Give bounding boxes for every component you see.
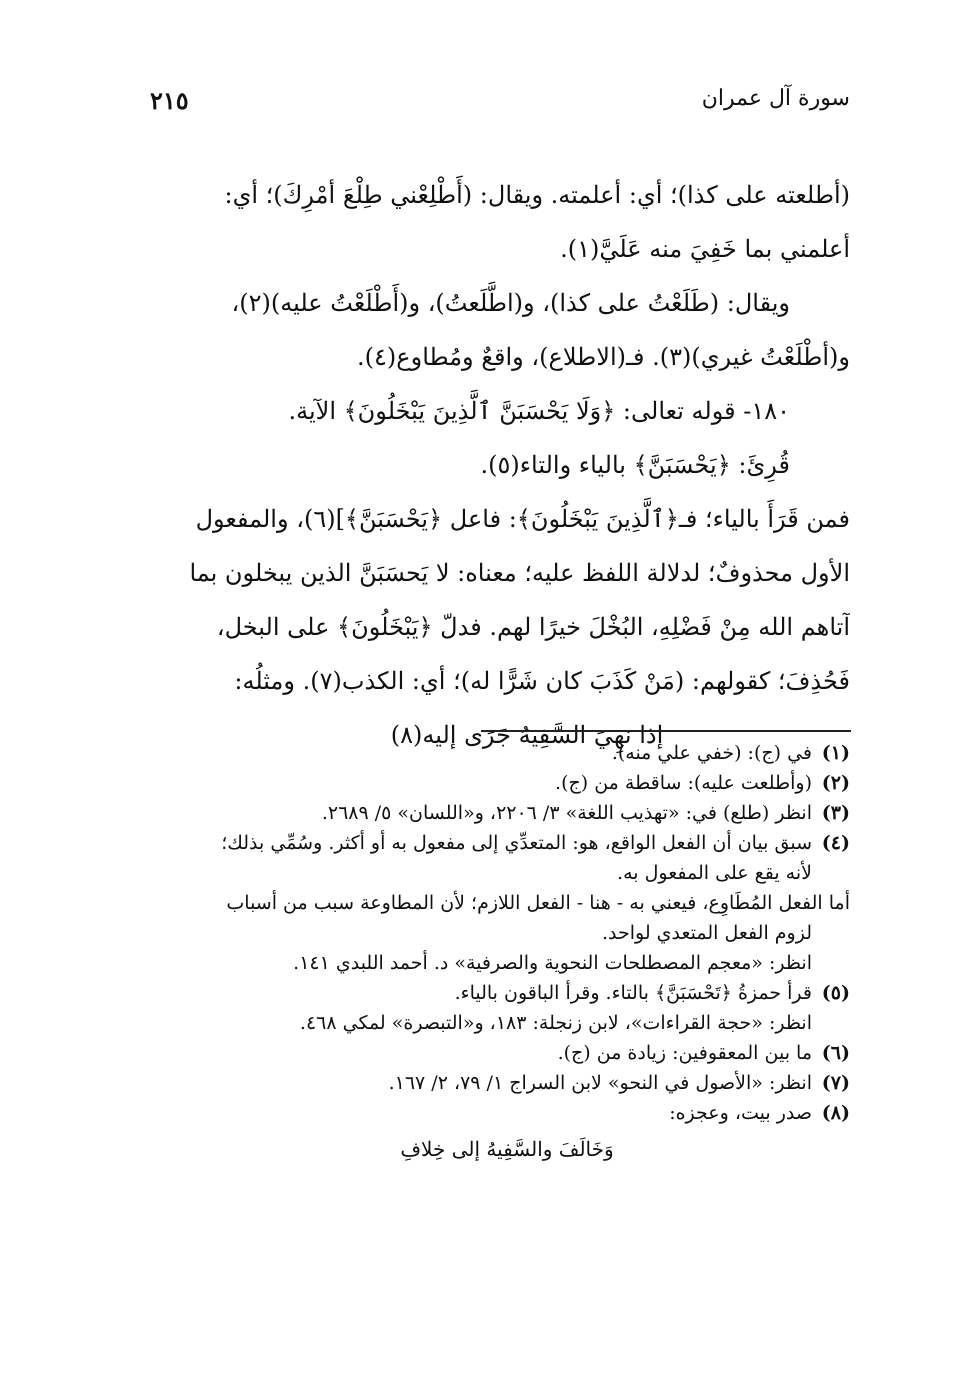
footnote: [124, 768, 850, 798]
footnotes: [124, 738, 850, 1164]
footnote-continuation: لزوم الفعل المتعدي لواحد.: [601, 922, 812, 944]
footnote-text: ما بين المعقوفين: زيادة من (ج).: [557, 1042, 812, 1064]
footnote-continuation: انظر: «حجة القراءات»، لابن زنجلة: ١٨٣، و«التبصرة» لمكي ٤٦٨.: [299, 1012, 812, 1034]
footnote-continuation: أما الفعل المُطَاوِع، فيعني به - هنا - الفعل اللازم؛ لأن المطاوعة سبب من أسباب: [226, 892, 850, 914]
footnote-continuation: انظر: «معجم المصطلحات النحوية والصرفية» د. أحمد اللبدي ١٤١.: [293, 952, 812, 974]
body-line: قُرِئَ: ﴿يَحْسَبَنَّ﴾ بالياء والتاء(٥).: [480, 451, 790, 479]
footnote-text: صدر بيت، وعجزه:: [669, 1102, 812, 1124]
verse-heading: ١٨٠- قوله تعالى: ﴿وَلَا يَحْسَبَنَّ ٱلَّذِينَ يَبْخَلُونَ﴾ الآية.: [288, 397, 790, 425]
body-line: ويقال: (طَلَعْتُ على كذا)، و(اطَّلَعتُ)، و(أَطْلَعْتُ عليه)(٢)،: [231, 289, 790, 317]
body-line: فمن قَرَأَ بالياء؛ فـ﴿ٱلَّذِينَ يَبْخَلُونَ﴾: فاعل ﴿يَحْسَبَنَّ﴾](٦)، والمفعول: [195, 505, 850, 533]
footnote-text: (وأطلعت عليه): ساقطة من (ج).: [555, 772, 812, 794]
footnote-number: (٤): [821, 832, 850, 854]
footnote-text: انظر: «الأصول في النحو» لابن السراج ١/ ٧٩، ٢/ ١٦٧.: [388, 1072, 812, 1094]
poetry-line: إذا نهِيَ السَّفِيهُ جَرَى إليه(٨): [390, 721, 664, 749]
footnote-separator: [481, 730, 851, 732]
footnote-text: في (ج): (خفي علي منه).: [611, 742, 812, 764]
footnote-number: (٥): [821, 982, 850, 1004]
body-line: (أطلعته على كذا)؛ أي: أعلمته. ويقال: (أَطْلِعْني طِلْعَ أمْرِكَ)؛ أي:: [224, 181, 850, 209]
footnote-text: انظر (طلع) في: «تهذيب اللغة» ٣/ ٢٢٠٦، و«اللسان» ٥/ ٢٦٨٩.: [321, 802, 812, 824]
body-line: آتاهم الله مِنْ فَضْلِهِ، البُخْلَ خيرًا لهم. فدلّ ﴿يَبْخَلُونَ﴾ على البخل،: [216, 613, 850, 641]
body-line: أعلمني بما خَفِيَ منه عَلَيَّ(١).: [560, 235, 850, 263]
body-line: و(أطْلَعْتُ غيري)(٣). فـ(الاطلاع)، واقعٌ ومُطاوع(٤).: [357, 343, 850, 371]
footnote: [124, 1098, 850, 1128]
footnote-number: (٨): [821, 1102, 850, 1124]
footnote-number: (٢): [821, 772, 850, 794]
footnote: [124, 978, 850, 1008]
footnote: [124, 738, 850, 768]
footnote-number: (٧): [821, 1072, 850, 1094]
main-text: [124, 168, 850, 762]
footnote: [124, 1068, 850, 1098]
footnote-text: قرأ حمزةُ ﴿تَحْسَبَنَّ﴾ بالتاء. وقرأ الباقون بالياء.: [454, 982, 812, 1004]
footnote-number: (٦): [821, 1042, 850, 1064]
footnote-number: (١): [821, 742, 850, 764]
footnote-text: سبق بيان أن الفعل الواقع، هو: المتعدِّي إلى مفعول به أو أكثر. وسُمِّي بذلك؛: [221, 832, 812, 854]
footnote: [124, 828, 850, 858]
footnote-verse: وَخَالَفَ والسَّفِيهُ إلى خِلافِ: [400, 1137, 614, 1161]
body-line: فَحُذِفَ؛ كقولهم: (مَنْ كَذَبَ كان شَرًّا له)؛ أي: الكذب(٧). ومثلُه:: [234, 667, 850, 695]
page-header: [150, 86, 850, 126]
page-number: ٢١٥: [150, 86, 189, 115]
footnote: [124, 798, 850, 828]
surah-title: سورة آل عمران: [701, 86, 850, 111]
body-line: الأول محذوفٌ؛ لدلالة اللفظ عليه؛ معناه: لا يَحسَبَنَّ الذين يبخلون بما: [189, 559, 850, 587]
footnote-continuation: لأنه يقع على المفعول به.: [617, 862, 812, 884]
footnote: [124, 1038, 850, 1068]
footnote-number: (٣): [821, 802, 850, 824]
